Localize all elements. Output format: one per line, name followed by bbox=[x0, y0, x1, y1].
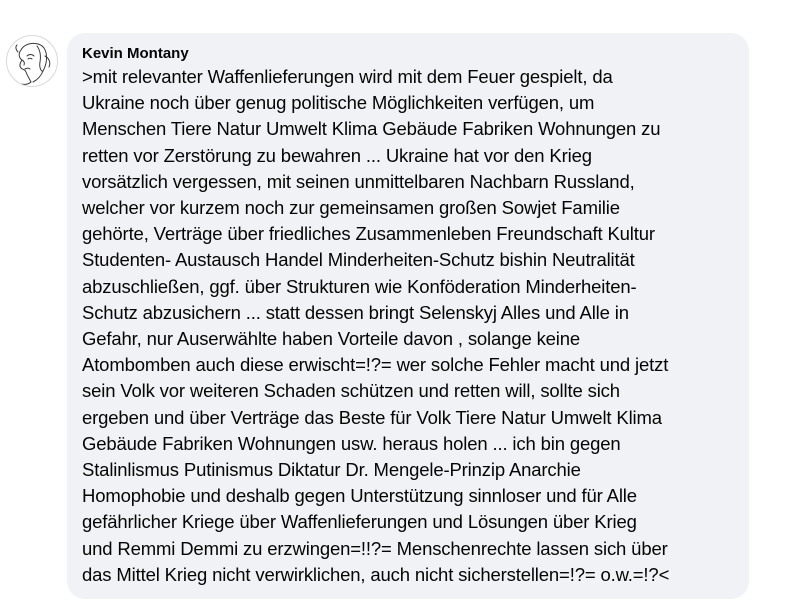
comment-bubble bbox=[67, 33, 749, 599]
comment-text: >mit relevanter Waffenlieferungen wird mit dem Feuer gespielt, da Ukraine noch über genug politische Möglichkeiten verfügen, um Menschen Tiere Natur Umwelt Klima Gebäude Fabriken Wohnungen zu retten vor Zerstörung zu bewahren ... Ukraine hat vor den Krieg vorsätzlich vergessen, mit seinen unmittelbaren Nachbarn Russland, welcher vor kurzem noch zur gemeinsamen großen Sowjet Familie gehörte, Verträge über friedliches Zusammenleben Freundschaft Kultur Studenten- Austausch Handel Minderheiten-Schutz bishin Neutralität abzuschließen, ggf. über Strukturen wie Konföderation Minderheiten- Schutz abzusichern ... statt dessen bringt Selenskyj Alles und Alle in Gefahr, nur Auserwählte haben Vorteile davon , solange keine Atombomben auch diese erwischt=!?= wer solche Fehler macht und jetzt sein Volk vor weiteren Schaden schützen und retten will, sollte sich ergeben und über Verträge das Beste für Volk Tiere Natur Umwelt Klima Gebäude Fabriken Wohnungen usw. heraus holen ... ich bin gegen Stalinlismus Putinismus Diktatur Dr. Mengele-Prinzip Anarchie Homophobie und deshalb gegen Unterstützung sinnloser und für Alle gefährlicher Kriege über Waffenlieferungen und Lösungen über Krieg und Remmi Demmi zu erzwingen=!!?= Menschenrechte lassen sich über das Mittel Krieg nicht verwirklichen, auch nicht sicherstellen=!?= o.w.=!?< bbox=[82, 66, 670, 585]
author-avatar[interactable] bbox=[6, 35, 58, 87]
comment bbox=[6, 33, 776, 599]
author-name[interactable]: Kevin Montany bbox=[82, 45, 189, 62]
sketch-face-avatar-icon bbox=[7, 36, 57, 86]
